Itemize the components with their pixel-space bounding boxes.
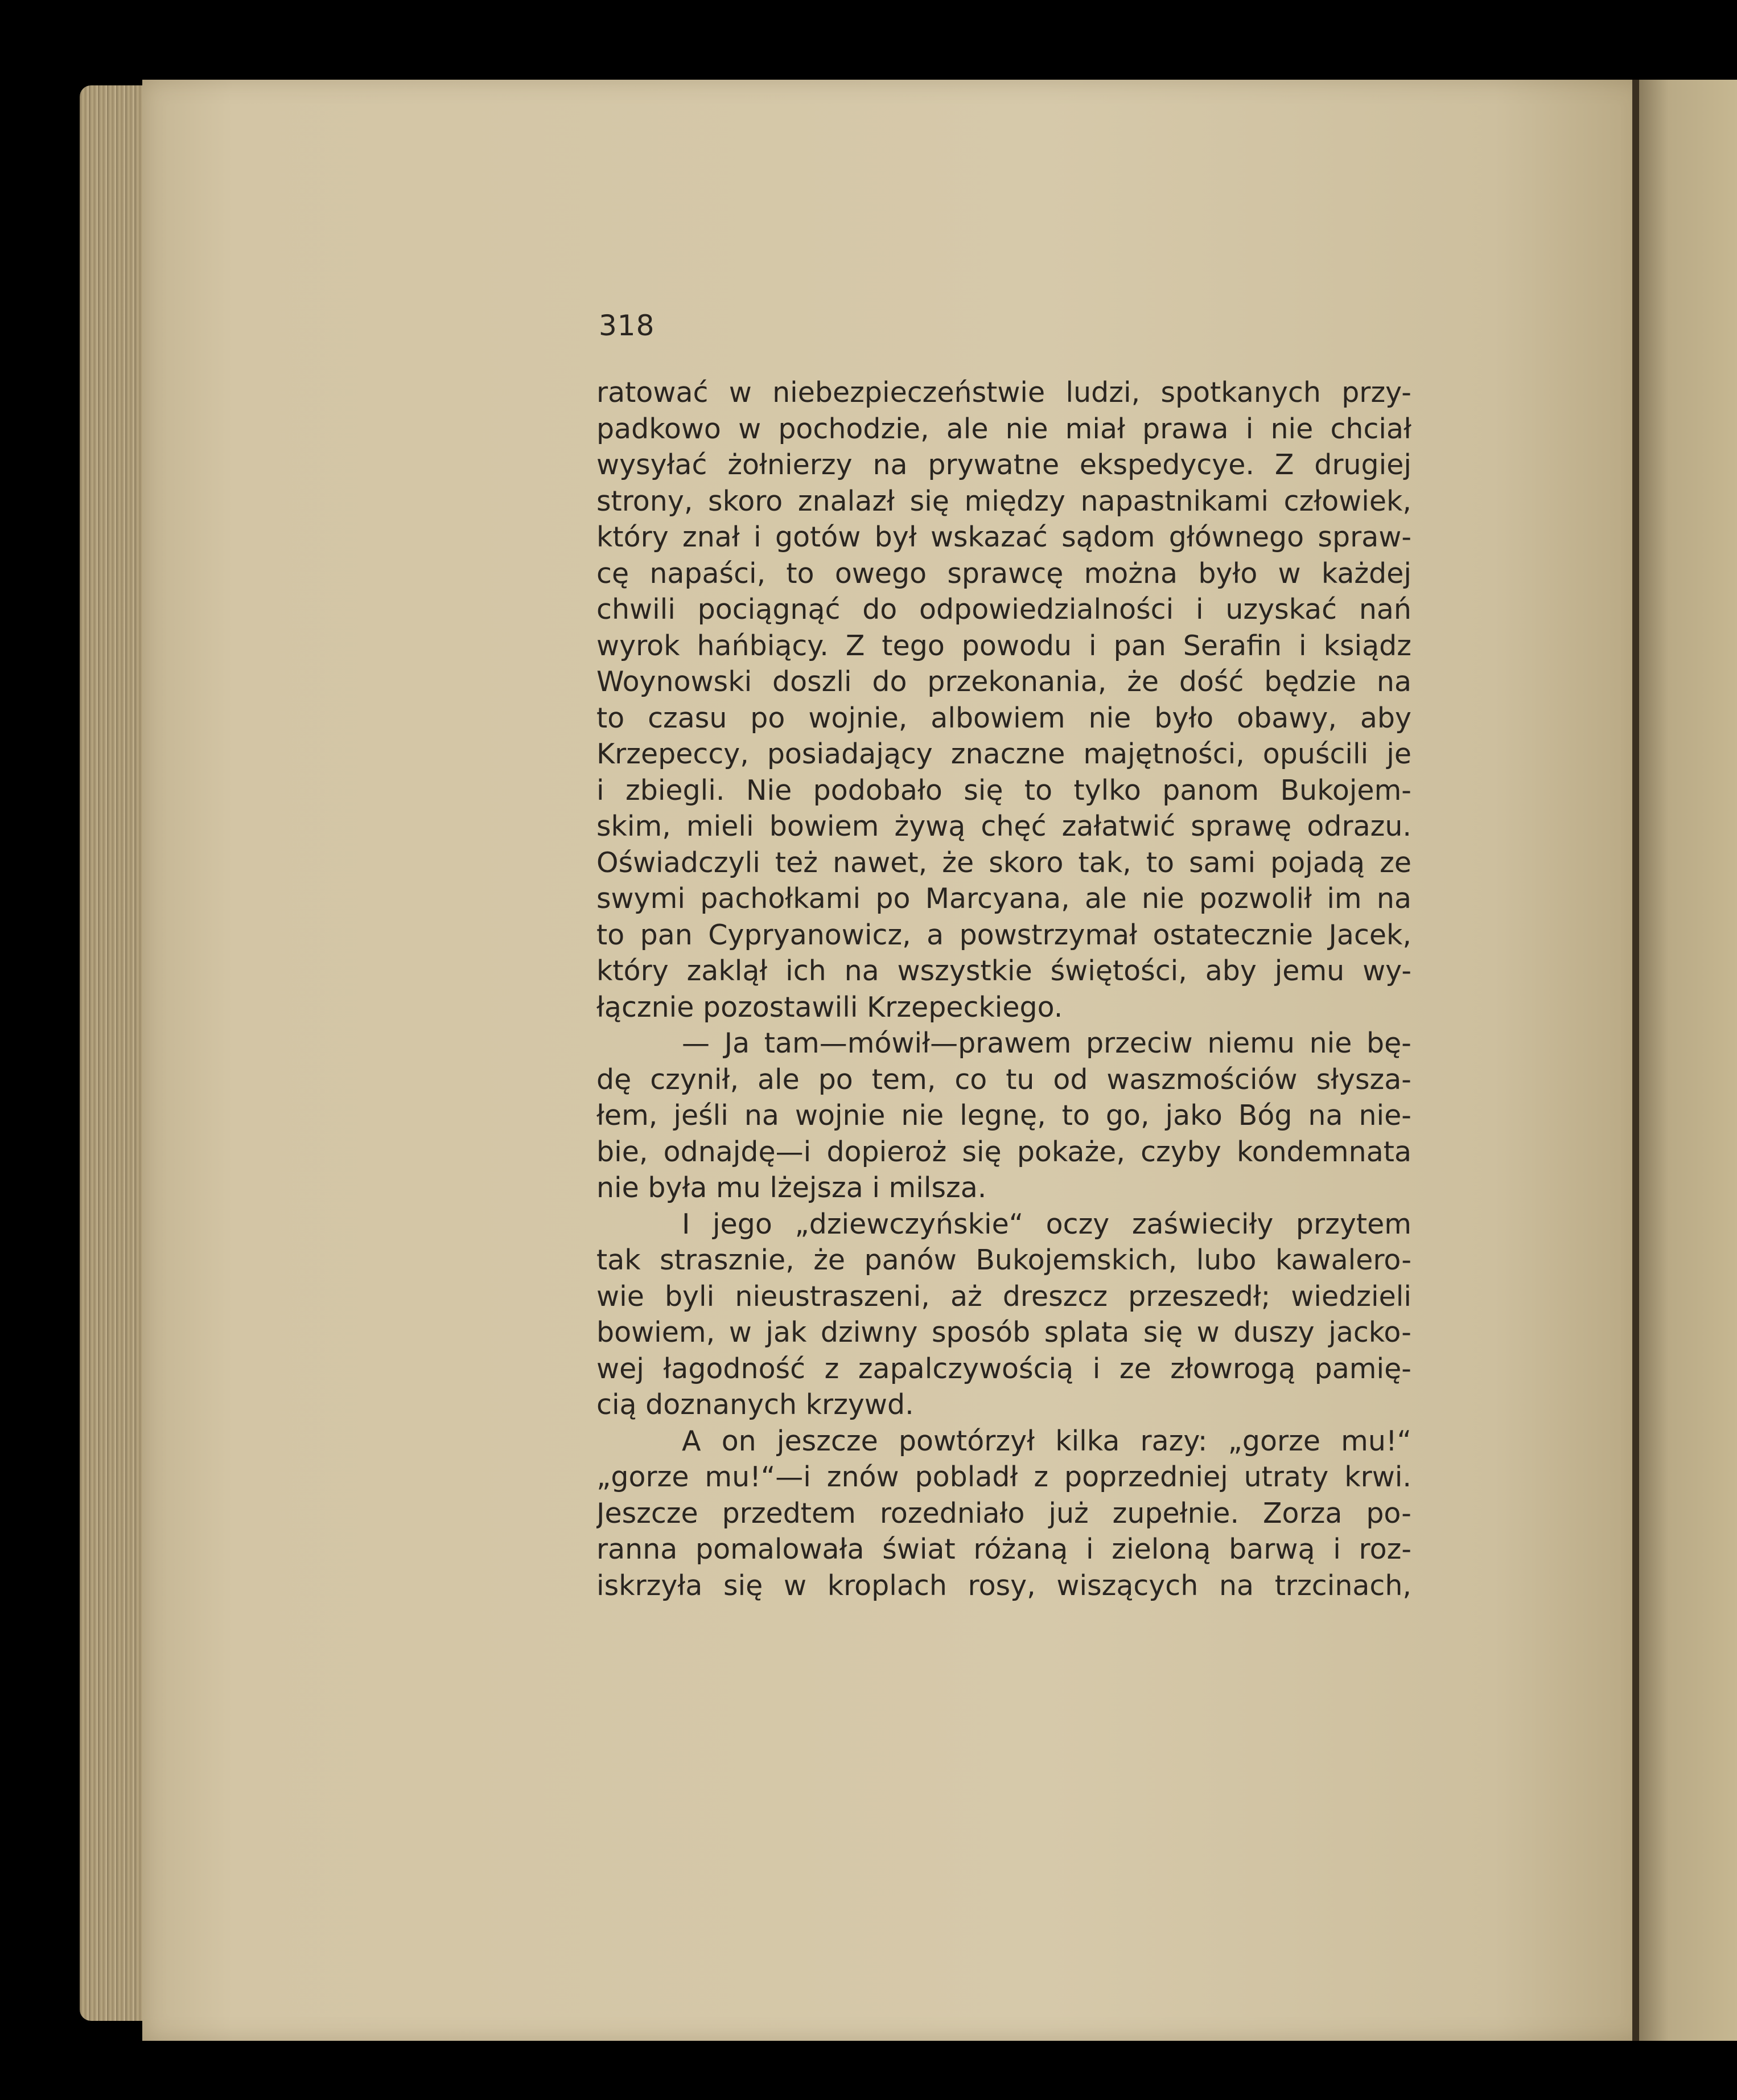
text-line: wysyłać żołnierzy na prywatne ekspedycye. Z drugiej <box>596 449 1411 481</box>
text-line: wej łagodność z zapalczywością i ze złowrogą pamię- <box>596 1352 1411 1385</box>
text-line: cią doznanych krzywd. <box>596 1388 914 1421</box>
text-line: i zbiegli. Nie podobało się to tylko panom Bukojem- <box>596 774 1411 807</box>
text-line: bowiem, w jak dziwny sposób splata się w duszy jacko- <box>596 1316 1411 1349</box>
text-line: wyrok hańbiący. Z tego powodu i pan Serafin i ksiądz <box>596 629 1411 662</box>
text-line: chwili pociągnąć do odpowiedzialności i uzyskać nań <box>596 593 1411 626</box>
text-line: I jego „dziewczyńskie“ oczy zaświeciły przytem <box>682 1207 1411 1240</box>
text-line: Jeszcze przedtem rozedniało już zupełnie. Zorza po- <box>596 1497 1411 1530</box>
text-line: skim, mieli bowiem żywą chęć załatwić sprawę odrazu. <box>596 810 1411 843</box>
text-line: to pan Cypryanowicz, a powstrzymał ostatecznie Jacek, <box>596 918 1411 951</box>
text-line: wie byli nieustraszeni, aż dreszcz przeszedł; wiedzieli <box>596 1280 1411 1313</box>
text-line: nie była mu lżejsza i milsza. <box>596 1172 987 1204</box>
text-line: „gorze mu!“—i znów pobladł z poprzedniej utraty krwi. <box>596 1461 1411 1493</box>
body-text <box>596 375 1411 1604</box>
text-line: ranna pomalowała świat różaną i zieloną barwą i roz- <box>596 1533 1411 1565</box>
text-line: Woynowski doszli do przekonania, że dość będzie na <box>596 665 1411 698</box>
text-line: — Ja tam—mówił—prawem przeciw niemu nie bę- <box>682 1027 1411 1059</box>
text-line: iskrzyła się w kroplach rosy, wiszących na trzcinach, <box>596 1569 1411 1602</box>
text-line: który zaklął ich na wszystkie świętości, aby jemu wy- <box>596 955 1411 987</box>
text-line: ratować w niebezpieczeństwie ludzi, spotkanych przy- <box>596 376 1411 409</box>
text-line: padkowo w pochodzie, ale nie miał prawa i nie chciał <box>596 412 1411 445</box>
text-line: łem, jeśli na wojnie nie legnę, to go, jako Bóg na nie- <box>596 1099 1411 1132</box>
text-line: Oświadczyli też nawet, że skoro tak, to sami pojadą ze <box>596 846 1411 879</box>
page-number: 318 <box>599 309 655 342</box>
text-line: dę czynił, ale po tem, co tu od waszmościów słysza- <box>596 1063 1411 1096</box>
text-line: tak strasznie, że panów Bukojemskich, lubo kawalero- <box>596 1244 1411 1276</box>
text-line: swymi pachołkami po Marcyana, ale nie pozwolił im na <box>596 882 1411 915</box>
text-line: bie, odnajdę—i dopieroż się pokaże, czyby kondemnata <box>596 1135 1411 1168</box>
text-line: który znał i gotów był wskazać sądom głównego spraw- <box>596 521 1411 553</box>
text-line: A on jeszcze powtórzył kilka razy: „gorze mu!“ <box>682 1424 1411 1457</box>
facing-page-edge <box>1639 80 1737 2041</box>
text-line: łącznie pozostawili Krzepeckiego. <box>596 991 1063 1024</box>
text-line: strony, skoro znalazł się między napastnikami człowiek, <box>596 484 1411 517</box>
text-line: Krzepeccy, posiadający znaczne majętności, opuścili je <box>596 738 1411 770</box>
text-line: cę napaści, to owego sprawcę można było w każdej <box>596 557 1411 590</box>
text-line: to czasu po wojnie, albowiem nie było obawy, aby <box>596 701 1411 734</box>
